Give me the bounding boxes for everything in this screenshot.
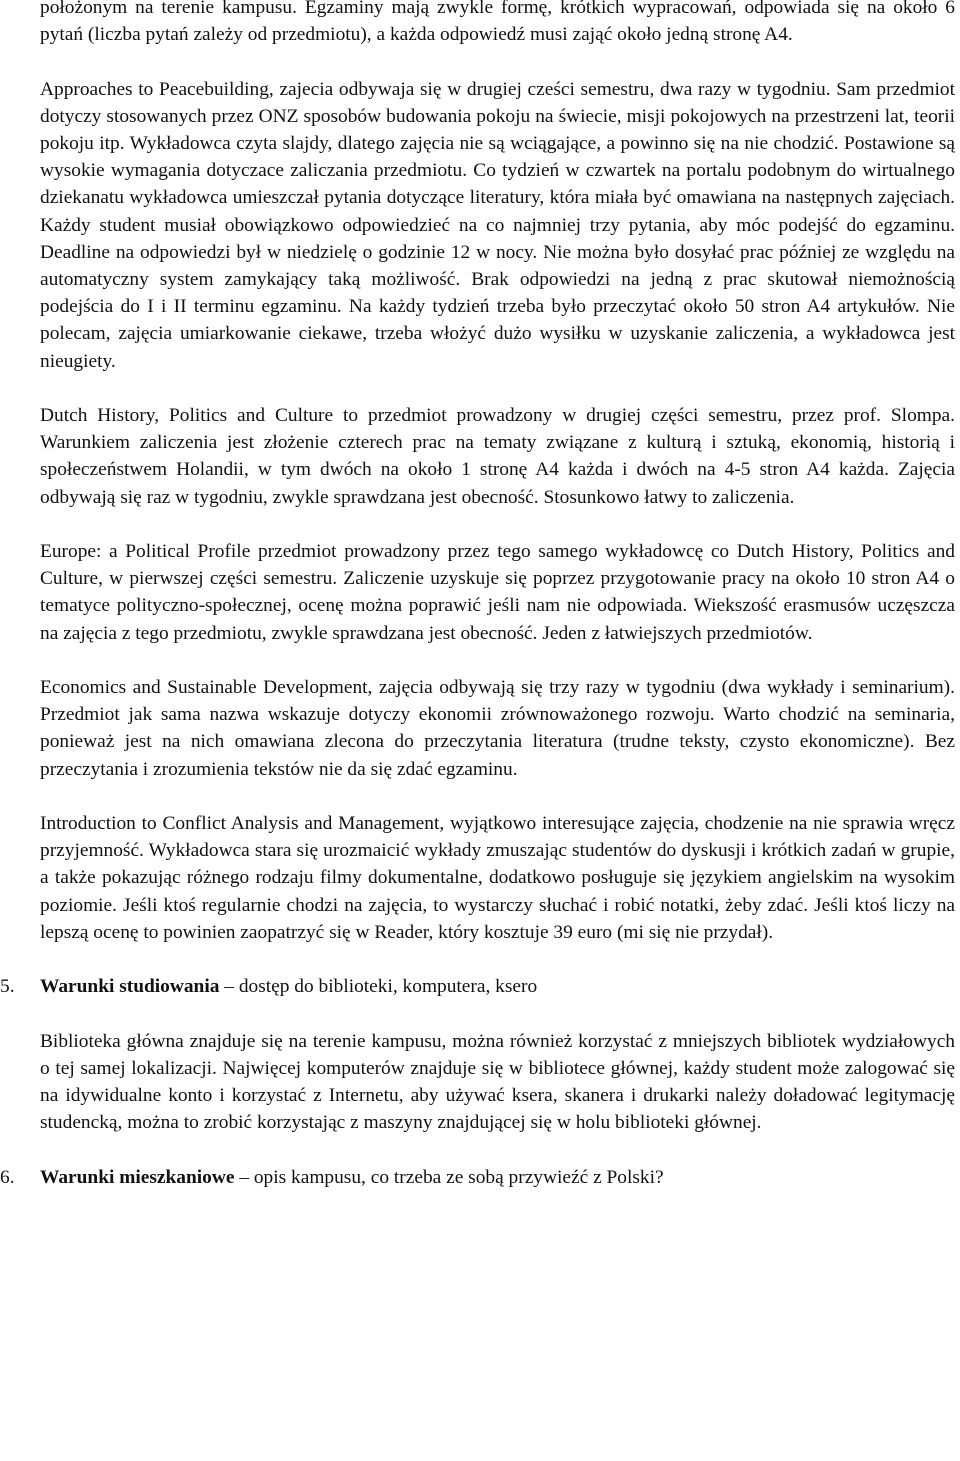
paragraph-gap: [40, 946, 955, 973]
section-6-number: 6.: [0, 1166, 15, 1188]
paragraph-library: Biblioteka główna znajduje się na terenie kampusu, można również korzystać z mniejszych bibliotek wydziałowych o tej samej lokalizacji. Najwięcej komputerów znajduje się w bibliotece głównej, każdy student może zalogować się na idywidualne konto i korzystać z Internetu, aby używać ksera, skanera i drukarki należy doładować legitymację studencką, można to zrobić korzystając z maszyny znajdującej się w holu biblioteki głównej.: [40, 1030, 955, 1134]
paragraph-gap: [40, 48, 955, 75]
section-6-subtitle: – opis kampusu, co trzeba ze sobą przywieźć z Polski?: [234, 1166, 664, 1188]
paragraph-dutch-history: Dutch History, Politics and Culture to przedmiot prowadzony w drugiej części semestru, przez prof. Slompa. Warunkiem zaliczenia jest złożenie czterech prac na tematy związane z kulturą i sztuką, ekonomią, historią i społeczeństwem Holandii, w tym dwóch na około 1 stronę A4 każda i dwóch na 4-5 stron A4 każda. Zajęcia odbywają się raz w tygodniu, zwykle sprawdzana jest obecność. Stosunkowo łatwy to zaliczenia.: [40, 405, 955, 508]
section-5-subtitle: – dostęp do biblioteki, komputera, ksero: [219, 976, 538, 998]
paragraph-peacebuilding: Approaches to Peacebuilding, zajecia odbywaja się w drugiej cześci semestru, dwa razy w tygodniu. Sam przedmiot dotyczy stosowanych przez ONZ sposobów budowania pokoju na świecie, misji pokojowych na przestrzeni lat, teorii pokoju itp. Wykładowca czyta slajdy, dlatego zajęcia nie są wciągające, a powinno się na nie chodzić. Postawione są wysokie wymagania dotyczace zaliczania przedmiotu. Co tydzień w czwartek na portalu podobnym do wirtualnego dziekanatu wykładowca umieszczał pytania dotyczące literatury, która miała być omawiana na następnych zajęciach. Każdy student musiał obowiązkowo odpowiedzieć na co najmniej trzy pytania, aby móc podejść do egzaminu. Deadline na odpowiedzi był w niedzielę o godzinie 12 w nocy. Nie można było dosyłać prac później ze względu na automatyczny system zamykający taką możliwość. Brak odpowiedzi na jedną z prac skutował niemożnością podejścia do I i II terminu egzaminu. Na każdy tydzień trzeba było przeczytać około 50 stron A4 artykułów. Nie polecam, zajęcia umiarkowanie ciekawe, trzeba włożyć dużo wysiłku w uzyskanie zaliczenia, a wykładowca jest nieugiety.: [40, 78, 955, 372]
paragraph-gap: [40, 375, 955, 402]
paragraph-conflict-analysis: Introduction to Conflict Analysis and Management, wyjątkowo interesujące zajęcia, chodzenie na nie sprawia wręcz przyjemność. Wykładowca stara się urozmaicić wykłady zmuszając studentów do dyskusji i krótkich zadań w grupie, a także pokazując różnego rodzaju filmy dokumentalne, dodatkowo posługuje się językiem angielskim na wysokim poziomie. Jeśli ktoś regularnie chodzi na zajęcia, to wystarczy słuchać i robić notatki, żeby zdać. Jeśli ktoś liczy na lepszą ocenę to powinien zaopatrzyć się w Reader, który kosztuje 39 euro (mi się nie przydał).: [40, 813, 955, 943]
paragraph-gap: [40, 511, 955, 538]
paragraph-europe-political: Europe: a Political Profile przedmiot prowadzony przez tego samego wykładowcę co Dutch History, Politics and Culture, w pierwszej części semestru. Zaliczenie uzyskuje się poprzez przygotowanie pracy na około 10 stron A4 o tematyce polityczno-społecznej, ocenę można poprawić jeśli nam nie odpowiada. Wiekszość erasmusów uczęszcza na zajęcia z tego przedmiotu, zwykle sprawdzana jest obecność. Jeden z łatwiejszych przedmiotów.: [40, 541, 955, 644]
section-6-title: Warunki mieszkaniowe: [40, 1166, 235, 1188]
paragraph-gap: [40, 647, 955, 674]
paragraph-gap: [40, 783, 955, 810]
section-5-number: 5.: [0, 976, 15, 998]
paragraph-gap: [40, 1000, 955, 1027]
paragraph-economics: Economics and Sustainable Development, zajęcia odbywają się trzy razy w tygodniu (dwa wykłady i seminarium). Przedmiot jak sama nazwa wskazuje dotyczy ekonomii zrównoważonego rozwoju. Warto chodzić na seminaria, ponieważ jest na nich omawiana zlecona do przeczytania literatura (trudne teksty, czysto ekonomiczne). Bez przeczytania i zrozumienia tekstów nie da się zdać egzaminu.: [40, 677, 955, 780]
paragraph-gap: [40, 1136, 955, 1163]
section-5-heading: [0, 973, 955, 1000]
section-5-title: Warunki studiowania: [40, 976, 220, 998]
paragraph-exams: położonym na terenie kampusu. Egzaminy mają zwykle formę, krótkich wypracowań, odpowiada się na około 6 pytań (liczba pytań zależy od przedmiotu), a każda odpowiedź musi zająć około jedną stronę A4.: [40, 0, 955, 46]
section-6-heading: [0, 1164, 955, 1191]
